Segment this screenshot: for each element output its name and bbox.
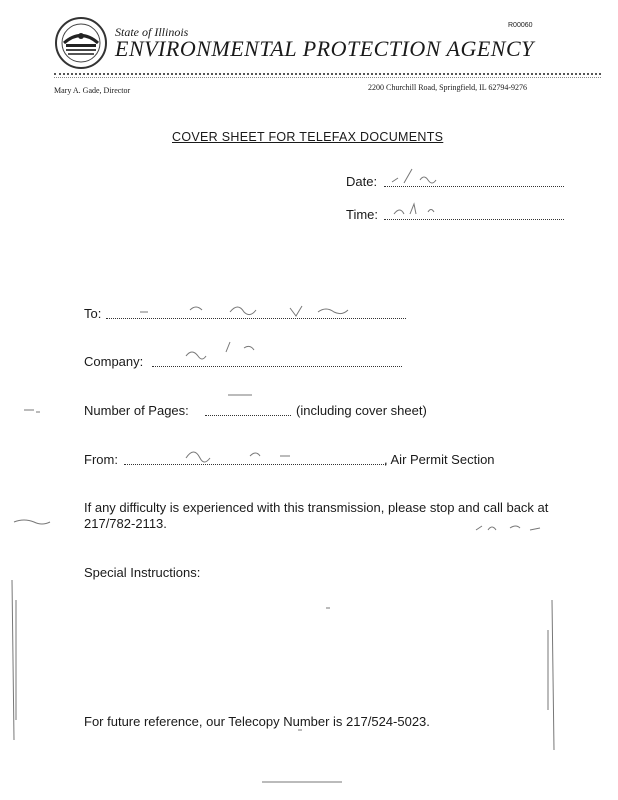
- from-suffix: , Air Permit Section: [384, 452, 495, 467]
- state-name: State of Illinois: [115, 25, 189, 39]
- document-id: R00060: [508, 22, 533, 29]
- difficulty-instructions: If any difficulty is experienced with this transmission, please stop and call back at 217/782-2113.: [84, 500, 549, 531]
- form-heading: COVER SHEET FOR TELEFAX DOCUMENTS: [172, 130, 444, 144]
- telecopy-number-note: For future reference, our Telecopy Number is 217/524-5023.: [84, 714, 430, 729]
- pages-label: Number of Pages:: [84, 403, 189, 418]
- time-label: Time:: [346, 207, 379, 222]
- to-label: To:: [84, 306, 102, 321]
- agency-name: ENVIRONMENTAL PROTECTION AGENCY: [115, 36, 534, 61]
- pages-suffix: (including cover sheet): [296, 403, 427, 418]
- from-label: From:: [84, 452, 118, 467]
- date-label: Date:: [346, 174, 378, 189]
- special-instructions-label: Special Instructions:: [84, 565, 201, 580]
- company-label: Company:: [84, 354, 144, 369]
- director-name: Mary A. Gade, Director: [54, 86, 131, 95]
- agency-address: 2200 Churchill Road, Springfield, IL 62794-9276: [368, 83, 528, 92]
